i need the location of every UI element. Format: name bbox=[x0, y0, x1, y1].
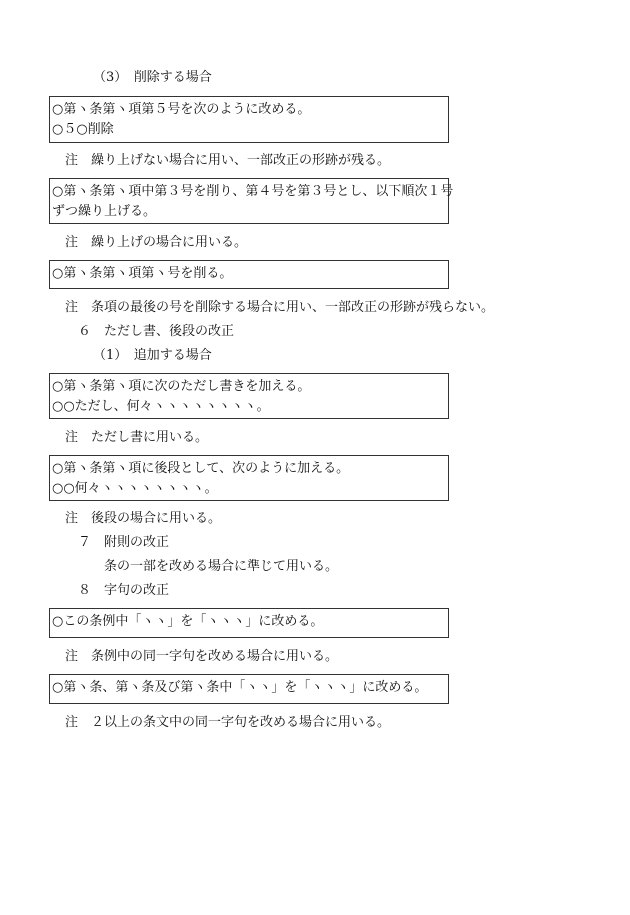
example-line: ○第ヽ条第ヽ項第ヽ号を削る。 bbox=[52, 266, 233, 281]
note: 注 ２以上の条文中の同一字句を改める場合に用いる。 bbox=[65, 715, 391, 730]
example-line: ずつ繰り上げる。 bbox=[52, 204, 157, 219]
section-7-heading: ７ 附則の改正 bbox=[78, 535, 170, 550]
section-7-body: 条の一部を改める場合に準じて用いる。 bbox=[104, 559, 339, 574]
example-box-multi-article bbox=[49, 674, 449, 704]
example-line: ○第ヽ条第ヽ項に次のただし書きを加える。 bbox=[52, 379, 311, 394]
example-line: ○○何々ヽヽヽヽヽヽヽヽ。 bbox=[52, 481, 218, 496]
example-box-latter-part bbox=[49, 455, 449, 501]
example-line: ○第ヽ条、第ヽ条及び第ヽ条中「ヽヽ」を「ヽヽヽ」に改める。 bbox=[52, 680, 428, 695]
section-8-heading: ８ 字句の改正 bbox=[78, 583, 170, 598]
example-box-renumber bbox=[49, 178, 454, 224]
note: 注 繰り上げない場合に用い、一部改正の形跡が残る。 bbox=[65, 153, 391, 168]
example-line: ○５○削除 bbox=[52, 122, 114, 137]
note: 注 条項の最後の号を削除する場合に用い、一部改正の形跡が残らない。 bbox=[65, 300, 495, 315]
example-line: ○第ヽ条第ヽ項第５号を次のように改める。 bbox=[52, 102, 311, 117]
note: 注 条例中の同一字句を改める場合に用いる。 bbox=[65, 649, 339, 664]
section-6-heading: ６ ただし書、後段の改正 bbox=[78, 324, 235, 339]
section-3-heading: （3） 削除する場合 bbox=[93, 70, 212, 85]
example-line: ○○ただし、何々ヽヽヽヽヽヽヽヽ。 bbox=[52, 399, 270, 414]
example-line: ○第ヽ条第ヽ項に後段として、次のように加える。 bbox=[52, 461, 350, 476]
section-6-subheading: （1） 追加する場合 bbox=[93, 348, 212, 363]
example-box-word-change bbox=[49, 608, 449, 638]
note: 注 後段の場合に用いる。 bbox=[65, 511, 222, 526]
note: 注 繰り上げの場合に用いる。 bbox=[65, 235, 248, 250]
example-box-delete-last bbox=[49, 260, 449, 289]
example-line: ○この条例中「ヽヽ」を「ヽヽヽ」に改める。 bbox=[52, 614, 324, 629]
example-line: ○第ヽ条第ヽ項中第３号を削り、第４号を第３号とし、以下順次１号 bbox=[52, 184, 454, 199]
note: 注 ただし書に用いる。 bbox=[65, 430, 209, 445]
example-box-delete-item bbox=[49, 96, 449, 143]
example-box-proviso bbox=[49, 373, 449, 419]
